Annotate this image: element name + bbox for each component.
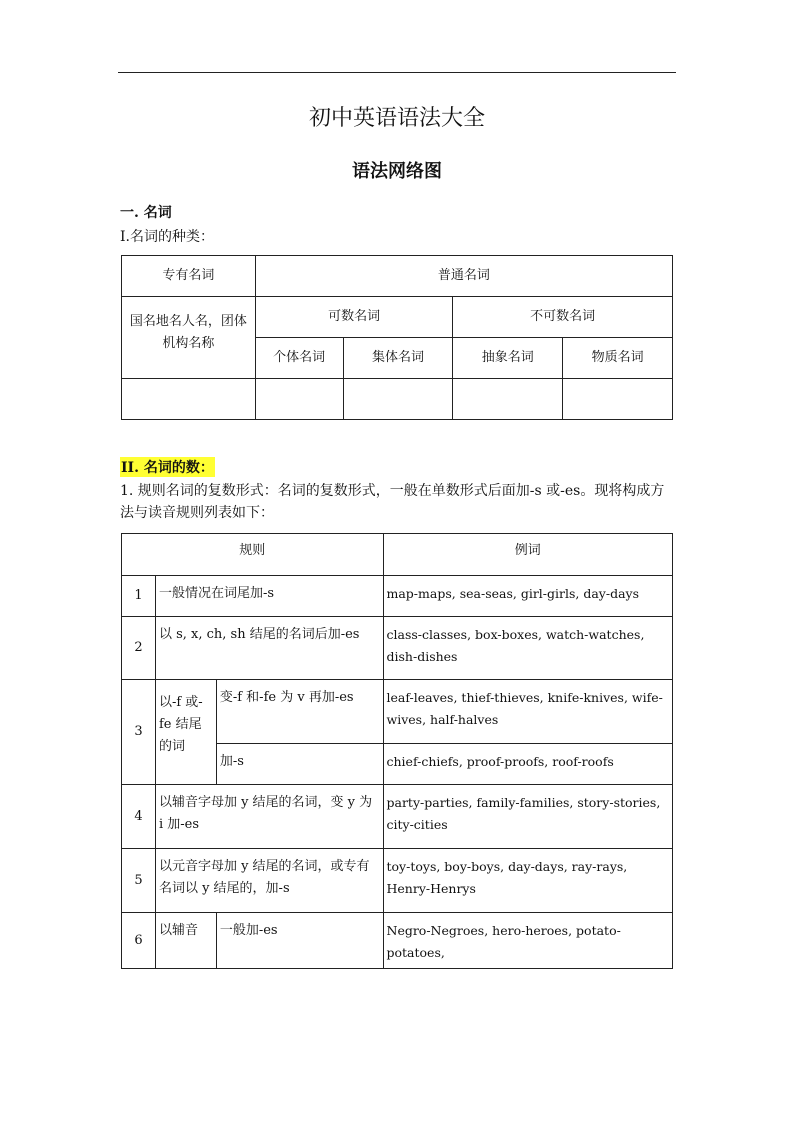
- example-cell: party-parties, family-families, story-stories, city-cities: [383, 785, 673, 849]
- example-cell: Negro-Negroes, hero-heroes, potato-potatoes,: [383, 913, 673, 969]
- plural-rules-table: [121, 533, 673, 969]
- noun-types-table: [121, 255, 673, 420]
- cell-proper-description: 国名地名人名，团体机构名称: [122, 297, 256, 379]
- section-heading-noun-number: II. 名词的数：: [120, 457, 215, 477]
- cell-common-noun: 普通名词: [255, 256, 672, 297]
- row-number: 4: [122, 785, 156, 849]
- cell-empty: [122, 379, 256, 420]
- cell-proper-noun: 专有名词: [122, 256, 256, 297]
- cell-uncountable-noun: 不可数名词: [453, 297, 673, 338]
- example-cell: chief-chiefs, proof-proofs, roof-roofs: [383, 744, 673, 785]
- row-number: 5: [122, 849, 156, 913]
- rule-cell: 一般情况在词尾加-s: [155, 576, 383, 617]
- rule-cell: 以辅音: [155, 913, 216, 969]
- row-number: 6: [122, 913, 156, 969]
- cell-empty: [453, 379, 563, 420]
- header-example: 例词: [383, 534, 673, 576]
- page-title: 初中英语语法大全: [308, 106, 485, 131]
- example-cell: toy-toys, boy-boys, day-days, ray-rays, Henry-Henrys: [383, 849, 673, 913]
- row-number: 3: [122, 680, 156, 785]
- cell-collective-noun: 集体名词: [343, 338, 453, 379]
- cell-countable-noun: 可数名词: [255, 297, 453, 338]
- cell-individual-noun: 个体名词: [255, 338, 343, 379]
- section-subheading-noun-types: I.名词的种类：: [120, 229, 214, 245]
- rule-cell: 以辅音字母加 y 结尾的名词，变 y 为 i 加-es: [155, 785, 383, 849]
- page-subtitle: 语法网络图: [352, 161, 442, 182]
- row-number: 1: [122, 576, 156, 617]
- cell-empty: [343, 379, 453, 420]
- header-rule: 规则: [122, 534, 384, 576]
- cell-empty: [563, 379, 673, 420]
- section-heading-nouns: 一. 名词: [120, 205, 172, 221]
- cell-empty: [255, 379, 343, 420]
- rule-cell: 以-f 或-fe 结尾的词: [155, 680, 216, 785]
- cell-abstract-noun: 抽象名词: [453, 338, 563, 379]
- cell-material-noun: 物质名词: [563, 338, 673, 379]
- intro-paragraph: 1. 规则名词的复数形式：名词的复数形式，一般在单数形式后面加-s 或-es。现将构成方法与读音规则列表如下：: [120, 483, 665, 521]
- row-number: 2: [122, 617, 156, 680]
- example-cell: leaf-leaves, thief-thieves, knife-knives, wife-wives, half-halves: [383, 680, 673, 744]
- rule-cell: 以元音字母加 y 结尾的名词，或专有名词以 y 结尾的，加-s: [155, 849, 383, 913]
- example-cell: class-classes, box-boxes, watch-watches, dish-dishes: [383, 617, 673, 680]
- sub-rule-cell: 一般加-es: [216, 913, 383, 969]
- sub-rule-cell: 变-f 和-fe 为 v 再加-es: [216, 680, 383, 744]
- header-rule: [118, 72, 676, 73]
- example-cell: map-maps, sea-seas, girl-girls, day-days: [383, 576, 673, 617]
- rule-cell: 以 s, x, ch, sh 结尾的名词后加-es: [155, 617, 383, 680]
- sub-rule-cell: 加-s: [216, 744, 383, 785]
